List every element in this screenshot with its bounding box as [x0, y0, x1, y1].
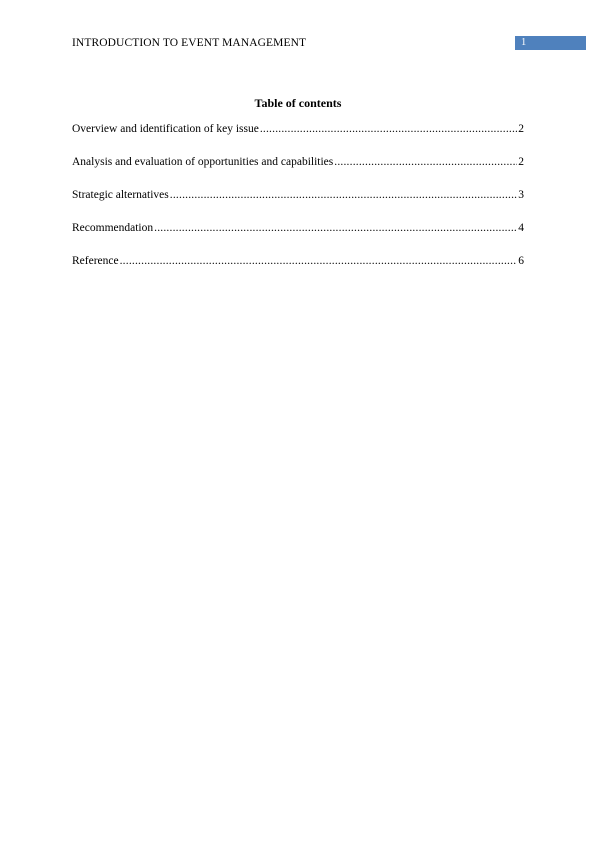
toc-entry-label: Strategic alternatives [72, 189, 169, 201]
toc-dot-leader [154, 222, 517, 234]
toc-entry-label: Reference [72, 255, 119, 267]
toc-dot-leader [260, 123, 517, 135]
header-title: INTRODUCTION TO EVENT MANAGEMENT [72, 37, 307, 49]
toc-entry-page: 3 [518, 189, 524, 201]
toc-entry-label: Analysis and evaluation of opportunities and capabilities [72, 156, 334, 168]
toc-entry-reference[interactable] [72, 255, 524, 288]
toc-dot-leader [334, 156, 517, 168]
toc-entry-label: Recommendation [72, 222, 154, 234]
toc-entry-analysis[interactable] [72, 156, 524, 189]
toc-entry-page: 2 [518, 123, 524, 135]
toc-entry-page: 6 [518, 255, 524, 267]
toc-entry-page: 2 [518, 156, 524, 168]
toc-entry-page: 4 [518, 222, 524, 234]
toc-title: Table of contents [254, 96, 342, 110]
toc-dot-leader [120, 255, 518, 267]
toc-entry-label: Overview and identification of key issue [72, 123, 259, 135]
table-of-contents [72, 123, 524, 288]
toc-entry-strategic-alternatives[interactable] [72, 189, 524, 222]
page-header [72, 35, 586, 53]
page-number-badge: 1 [515, 36, 586, 50]
toc-entry-overview[interactable] [72, 123, 524, 156]
toc-entry-recommendation[interactable] [72, 222, 524, 255]
toc-dot-leader [170, 189, 517, 201]
